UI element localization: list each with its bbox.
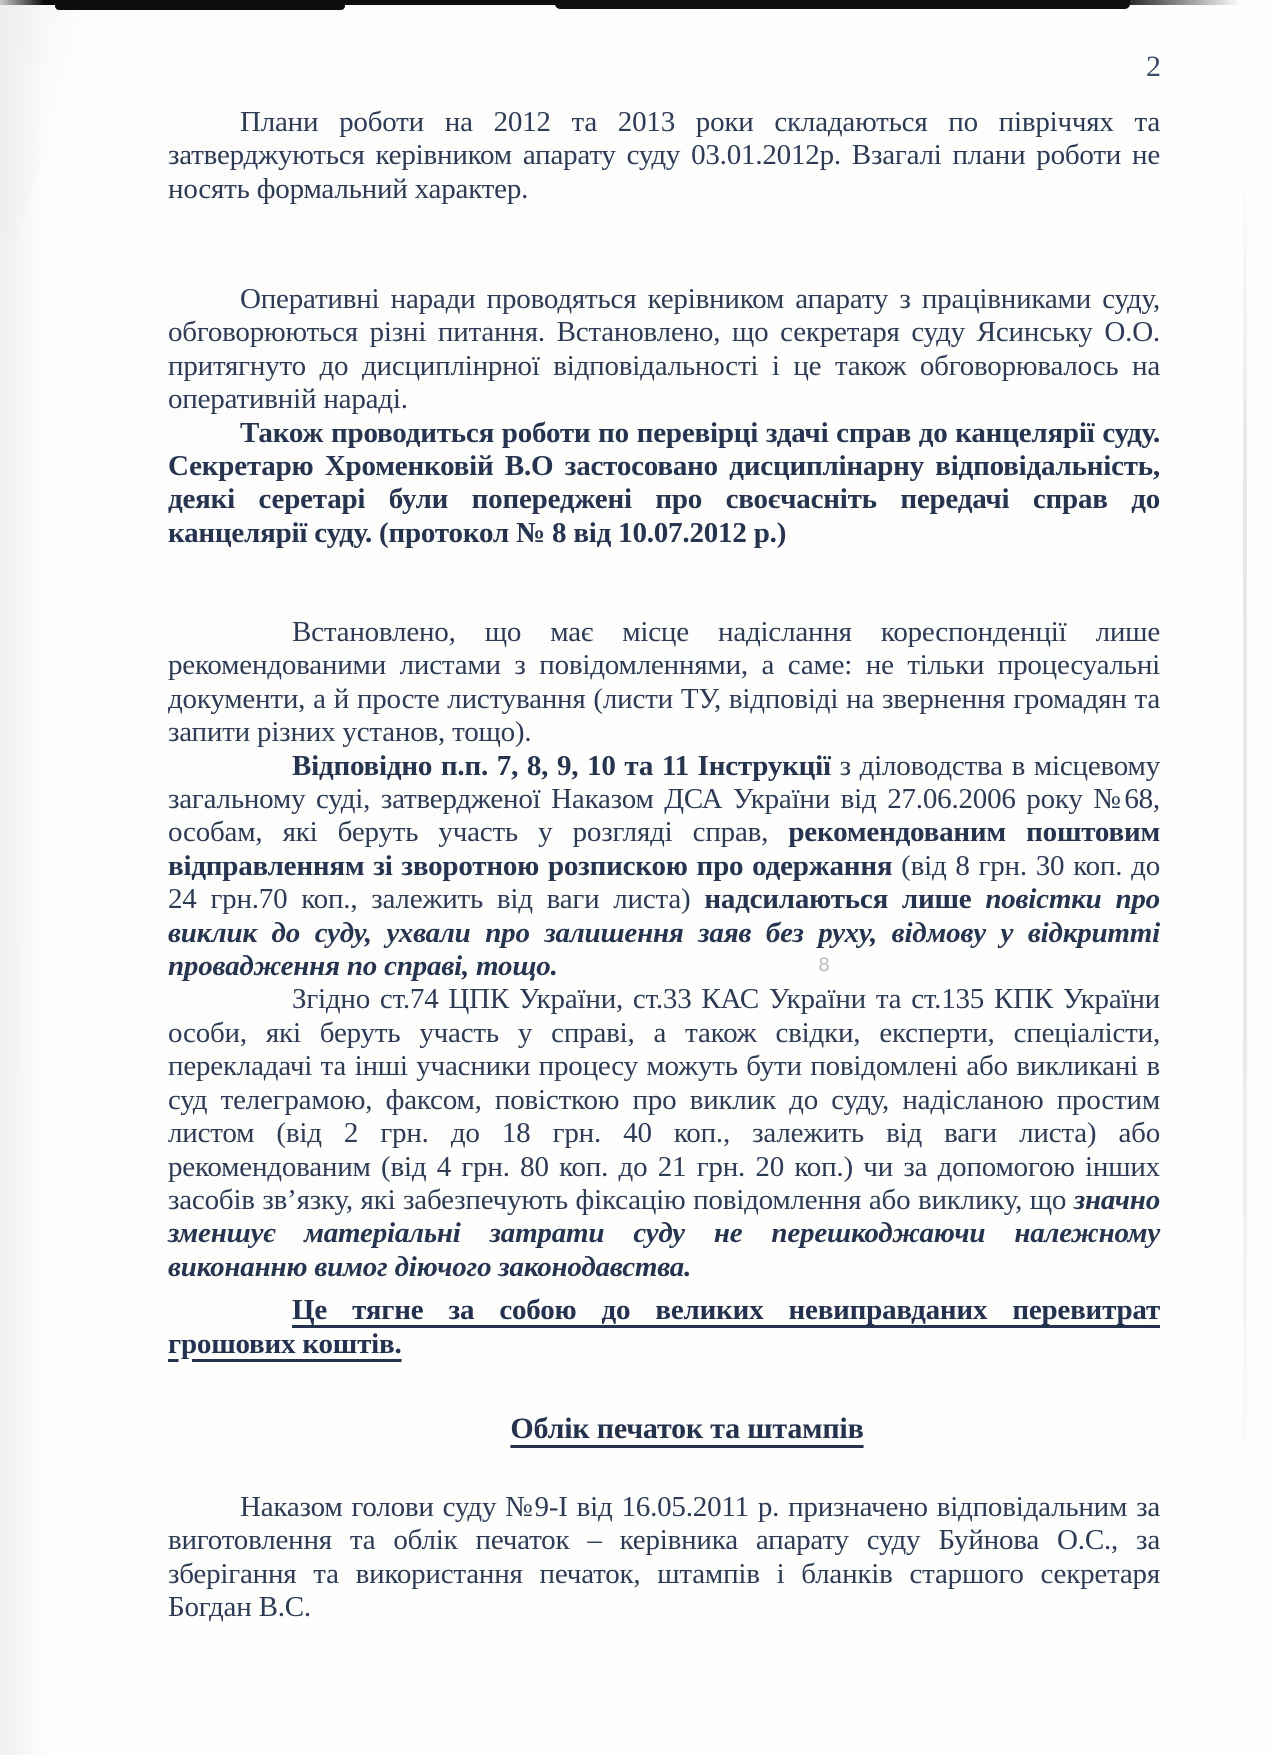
paragraph-operational-meetings: Оперативні наради проводяться керівником апарату з працівниками суду, обговорюються різні питання. Встановлено, що секретаря суду Ясинську О.О. притягнуто до дисциплінрної відповідальності і це також обговорювалось на оперативній нараді. bbox=[168, 283, 1160, 416]
paragraph-block-seals bbox=[168, 1491, 1160, 1625]
scan-smudge-artifact: 8 bbox=[818, 954, 831, 976]
section-heading-seals-accounting: Облік печаток та штампів bbox=[510, 1412, 864, 1445]
paragraph-work-plans: Плани роботи на 2012 та 2013 роки складаються по півріччях та затверджуються керівником апарату суду 03.01.2012р. Взагалі плани роботи не носять формальний характер. bbox=[168, 106, 1160, 205]
paragraph-instruction-postal: Відповідно п.п. 7, 8, 9, 10 та 11 Інструкції з діловодства в місцевому загальному суді, затвердженої Наказом ДСА України від 27.06.2006 року №68, особам, які беруть участь у розгляді справ, рекомендованим поштовим відправленням зі зворотною розпискою про одержання (від 8 грн. 30 коп. до 24 грн.70 коп., залежить від ваги листа) надсилаються лише повістки про виклик до суду, ухвали про залишення заяв без руху, відмову у відкритті провадження по справі, тощо. bbox=[168, 749, 1161, 983]
paragraph-block-meetings bbox=[168, 283, 1160, 550]
left-edge-shading bbox=[0, 0, 44, 1755]
paragraph-block-correspondence bbox=[168, 616, 1160, 1361]
paragraph-case-handover: Також проводиться роботи по перевірці здачі справ до канцелярії суду. Секретарю Хроменковій В.О застосовано дисциплінарну відповідальність, деякі серетарі були попереджені про своєчасніть передачі справ до канцелярії суду. (протокол № 8 від 10.07.2012 р.) bbox=[168, 416, 1160, 549]
paragraph-legal-articles: Згідно ст.74 ЦПК України, ст.33 КАС України та ст.135 КПК України особи, які беруть участь у справі, а також свідки, експерти, спеціалісти, перекладачі та інші учасники процесу можуть бути повідомлені або викликані в суд телеграмою, факсом, повісткою про виклик до суду, надісланою простим листом (від 2 грн. до 18 грн. 40 коп., залежить від ваги листа) або рекомендованим (від 4 грн. 80 коп. до 21 грн. 20 коп.) чи за допомогою інших засобів зв’язку, які забезпечують фіксацію повідомлення або виклику, що значно зменшує матеріальні затрати суду не перешкоджаючи належному виконанню вимог діючого законодавства. bbox=[168, 983, 1160, 1283]
page-number: 2 bbox=[1146, 50, 1161, 83]
right-edge-streak bbox=[1243, 160, 1247, 1500]
paragraph-seals-order: Наказом голови суду №9-І від 16.05.2011 р. призначено відповідальним за виготовлення та облік печаток – керівника апарату суду Буйнова О.С., за зберігання та використання печаток, штампів і бланків старшого секретаря Богдан В.С. bbox=[168, 1491, 1160, 1624]
paragraph-conclusion-overspending: Це тягне за собою до великих невиправданих перевитрат грошових коштів. bbox=[168, 1294, 1160, 1360]
paragraph-correspondence: Встановлено, що має місце надіслання кореспонденції лише рекомендованими листами з повідомленнями, а саме: не тільки процесуальні документи, а й просте листування (листи ТУ, відповіді на звернення громадян та запити різних установ, тощо). bbox=[168, 616, 1160, 749]
scanner-edge-artifact bbox=[0, 0, 1240, 5]
paragraph-block-work-plans bbox=[168, 106, 1160, 206]
